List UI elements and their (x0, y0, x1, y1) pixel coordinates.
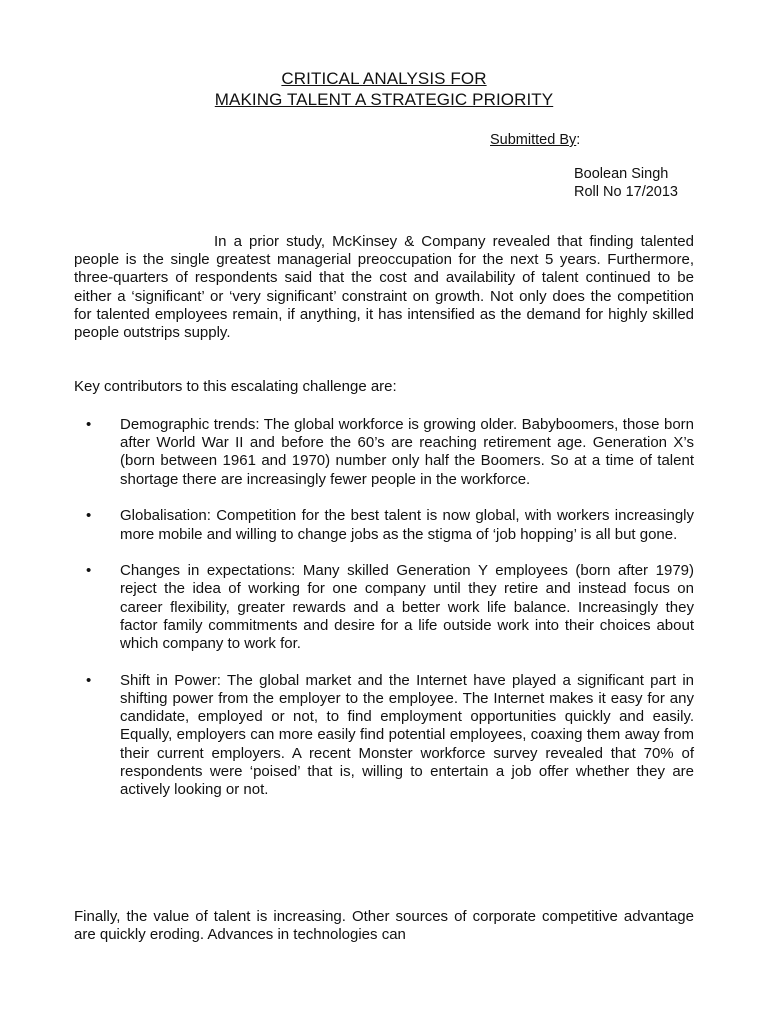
author-name: Boolean Singh (574, 166, 669, 182)
bullet-icon: • (86, 507, 92, 525)
final-paragraph: Finally, the value of talent is increasing. Other sources of corporate competitive advantage are quickly eroding. Advances in technologies can (74, 908, 694, 944)
list-item (74, 416, 694, 489)
bullet-icon: • (86, 416, 92, 433)
title-line-1: CRITICAL ANALYSIS FOR (281, 69, 487, 88)
list-item-text: Shift in Power: The global market and the Internet have played a significant part in shifting power from the employer to the employee. The Internet makes it easy for any candidate, employed or not, to find employment opportunities quickly and easily. Equally, employers can more easily find potential employees, coaxing them away from their current employers. A recent Monster workforce survey revealed that 70% of respondents were ‘poised’ that is, willing to entertain a job offer whether they are actively looking or not. (120, 671, 694, 798)
list-item-text: Changes in expectations: Many skilled Generation Y employees (born after 1979) reject the idea of working for one company until they retire and instead focus on career flexibility, greater rewards and a better work life balance. Increasingly they factor family commitments and desire for a life outside work into their choices about which company to work for. (120, 562, 694, 653)
list-item (74, 672, 694, 799)
title-line-2: MAKING TALENT A STRATEGIC PRIORITY (214, 90, 554, 109)
list-item-text: Globalisation: Competition for the best talent is now global, with workers increasingly more mobile and willing to change jobs as the stigma of ‘job hopping’ is all but gone. (120, 507, 694, 543)
contributors-intro: Key contributors to this escalating challenge are: (74, 378, 397, 395)
roll-number: Roll No 17/2013 (574, 184, 678, 200)
intro-paragraph: In a prior study, McKinsey & Company revealed that finding talented people is the single greatest managerial preoccupation for the next 5 years. Furthermore, three-quarters of respondents said that the cost and availability of talent continued to be either a ‘significant’ or ‘very significant’ constraint on growth. Not only does the competition for talented employees remain, if anything, it has intensified as the demand for highly skilled people outstrips supply. (74, 233, 694, 342)
bullet-icon: • (86, 562, 92, 580)
contributors-list (74, 416, 694, 818)
list-item (74, 507, 694, 543)
list-item (74, 562, 694, 653)
author-block (574, 165, 678, 201)
list-item-text: Demographic trends: The global workforce is growing older. Babyboomers, those born after World War II and before the 60’s are reaching retirement age. Generation X’s (born between 1961 and 1970) number only half the Boomers. So at a time of talent shortage there are increasingly fewer people in the workforce. (120, 416, 694, 488)
submitted-by-label: Submitted By (490, 132, 577, 148)
document-title (0, 68, 768, 110)
bullet-icon: • (86, 671, 92, 689)
submitted-by-colon: : (576, 132, 581, 148)
submitted-by (490, 131, 580, 149)
